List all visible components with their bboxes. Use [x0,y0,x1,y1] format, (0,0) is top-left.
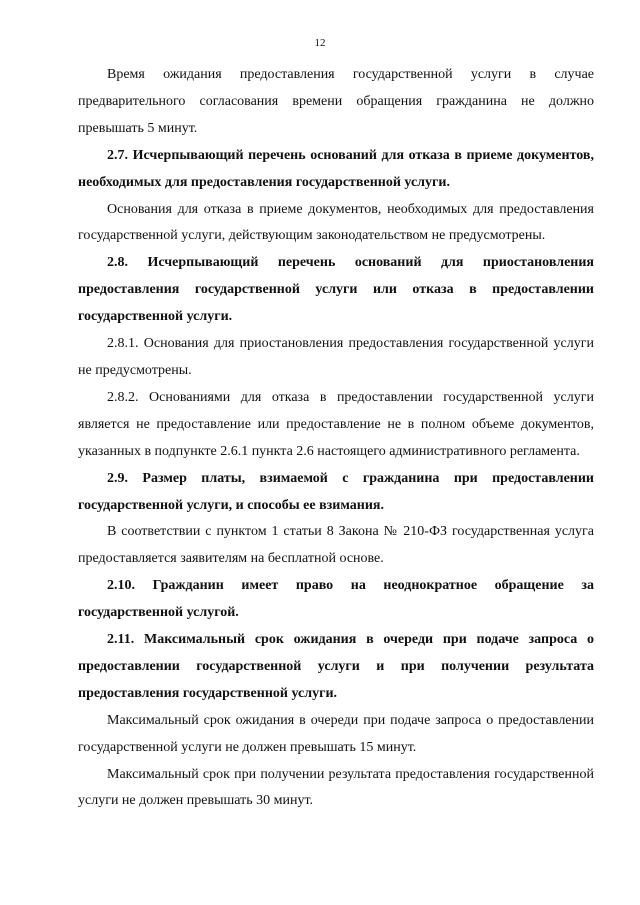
paragraph-refusal-grounds: Основания для отказа в приеме документов, необходимых для предоставления государственной услуги, действующим законодательством не предусмотрены. [78,201,594,244]
paragraph-2-8-1: 2.8.1. Основания для приостановления предоставления государственной услуги не предусмотрены. [78,336,594,378]
page-number: 12 [314,37,326,49]
document-body [78,62,594,815]
section-heading-2-9: 2.9. Размер платы, взимаемой с гражданина при предоставлении государственной услуги, и способы ее взимания. [78,470,594,513]
section-heading-2-11: 2.11. Максимальный срок ожидания в очереди при подаче запроса о предоставлении государственной услуги и при получении результата предоставления государственной услуги. [78,632,594,701]
section-heading-2-8: 2.8. Исчерпывающий перечень оснований для приостановления предоставления государственной услуги или отказа в предоставлении государственной услуги. [78,255,594,325]
paragraph-free-service: В соответствии с пунктом 1 статьи 8 Закона № 210-ФЗ государственная услуга предоставляется заявителям на бесплатной основе. [78,524,594,567]
paragraph-result-time: Максимальный срок при получении результата предоставления государственной услуги не должен превышать 30 минут. [78,766,594,809]
paragraph-queue-time: Максимальный срок ожидания в очереди при подаче запроса о предоставлении государственной услуги не должен превышать 15 минут. [78,712,594,755]
section-heading-2-7: 2.7. Исчерпывающий перечень оснований для отказа в приеме документов, необходимых для предоставления государственной услуги. [78,147,594,190]
paragraph-2-8-2: 2.8.2. Основаниями для отказа в предоставлении государственной услуги является не предоставление или предоставление не в полном объеме документов, указанных в подпункте 2.6.1 пункта 2.6 настоящего административного регламента. [78,389,594,459]
paragraph-waiting-time: Время ожидания предоставления государственной услуги в случае предварительного согласования времени обращения гражданина не должно превышать 5 минут. [78,67,594,136]
section-heading-2-10: 2.10. Гражданин имеет право на неоднократное обращение за государственной услугой. [78,578,594,621]
